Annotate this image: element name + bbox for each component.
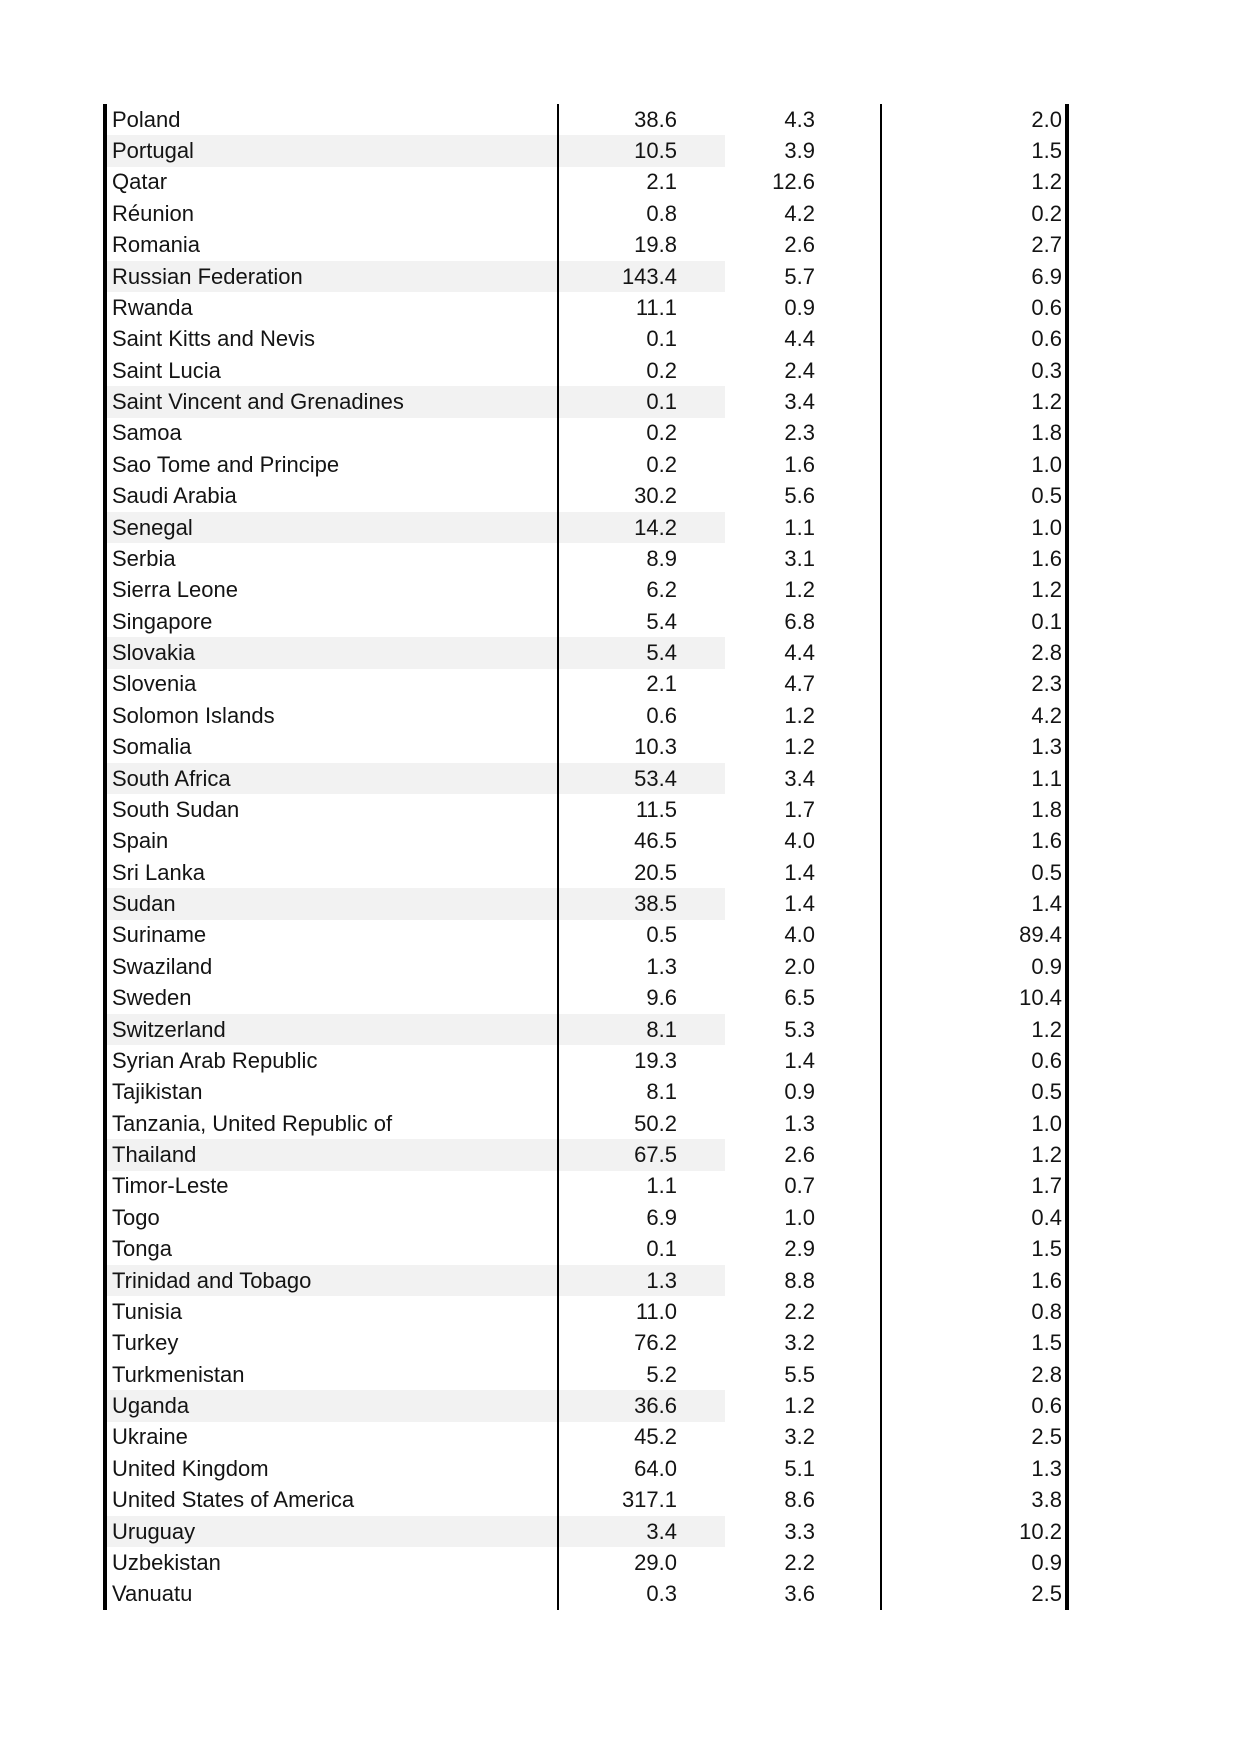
table-row [107,700,1065,731]
country-name-cell: Switzerland [107,1014,559,1045]
value-cell-2: 3.2 [784,1330,815,1356]
value-cell-3: 0.5 [880,1077,1065,1108]
value-cell-1: 64.0 [634,1455,677,1481]
country-name-cell: South Sudan [107,794,559,825]
value-cell-3: 89.4 [880,920,1065,951]
country-name-cell: Senegal [107,512,559,543]
value-cell-1: 6.2 [646,577,677,603]
value-cell-2: 3.1 [784,545,815,571]
value-cell-3: 0.6 [880,292,1065,323]
table-row [107,1485,1065,1516]
value-cell-1: 67.5 [559,1139,725,1170]
value-cell-1: 9.6 [646,985,677,1011]
value-cell-3: 1.3 [880,732,1065,763]
table-row [107,355,1065,386]
country-name-cell: Tajikistan [107,1077,559,1108]
value-cell-1: 1.1 [646,1173,677,1199]
table-row [107,575,1065,606]
value-cell-2: 0.9 [784,294,815,320]
country-name-cell: Tonga [107,1234,559,1265]
value-cell-1: 11.0 [635,1298,677,1324]
table-row [107,1202,1065,1233]
value-cell-3: 1.8 [880,418,1065,449]
value-cell-2: 5.5 [784,1361,815,1387]
value-cell-1: 0.2 [646,451,677,477]
country-name-cell: Slovakia [107,637,559,668]
table-row [107,1579,1065,1610]
table-row [107,920,1065,951]
country-name-cell: South Africa [107,763,559,794]
value-cell-3: 1.2 [880,1139,1065,1170]
value-cell-3: 1.0 [880,512,1065,543]
table-row [107,135,1065,166]
table-row [107,198,1065,229]
value-cell-2: 1.4 [784,859,815,885]
value-cell-3: 1.0 [880,1108,1065,1139]
value-cell-1: 0.1 [646,1236,677,1262]
value-cell-3: 1.1 [880,763,1065,794]
value-cell-3: 0.5 [880,481,1065,512]
value-cell-1: 0.2 [646,357,677,383]
country-name-cell: Russian Federation [107,261,559,292]
value-cell-3: 10.2 [880,1516,1065,1547]
country-name-cell: Sierra Leone [107,575,559,606]
value-cell-1: 38.6 [634,106,677,132]
value-cell-1: 38.5 [559,888,725,919]
value-cell-3: 0.6 [880,1045,1065,1076]
value-cell-1: 5.4 [559,637,725,668]
value-cell-1: 0.8 [646,200,677,226]
value-cell-3: 1.5 [880,135,1065,166]
value-cell-1: 5.2 [646,1361,677,1387]
value-cell-2: 1.2 [784,702,815,728]
value-cell-3: 4.2 [880,700,1065,731]
value-cell-2: 1.2 [784,734,815,760]
value-cell-1: 76.2 [634,1330,677,1356]
value-cell-1: 8.1 [559,1014,725,1045]
value-cell-1: 8.9 [646,545,677,571]
table-row [107,1359,1065,1390]
country-name-cell: Romania [107,230,559,261]
country-name-cell: Slovenia [107,669,559,700]
value-cell-3: 0.5 [880,857,1065,888]
value-cell-1: 1.3 [559,1265,725,1296]
value-cell-1: 0.3 [646,1581,677,1607]
country-name-cell: Turkey [107,1328,559,1359]
value-cell-2: 3.3 [784,1518,815,1544]
value-cell-1: 11.5 [635,796,677,822]
value-cell-1: 3.4 [559,1516,725,1547]
country-name-cell: Samoa [107,418,559,449]
value-cell-3: 0.1 [880,606,1065,637]
country-name-cell: Tunisia [107,1296,559,1327]
value-cell-2: 3.4 [784,765,815,791]
country-name-cell: Thailand [107,1139,559,1170]
table-row [107,669,1065,700]
value-cell-1: 19.8 [634,232,677,258]
value-cell-1: 10.3 [634,734,677,760]
country-name-cell: Sweden [107,983,559,1014]
value-cell-2: 3.6 [784,1581,815,1607]
value-cell-2: 5.7 [784,263,815,289]
country-name-cell: Uganda [107,1390,559,1421]
value-cell-3: 3.8 [880,1485,1065,1516]
value-cell-3: 1.6 [880,826,1065,857]
table-row [107,983,1065,1014]
country-name-cell: Saint Kitts and Nevis [107,324,559,355]
value-cell-3: 1.6 [880,543,1065,574]
table-row [107,292,1065,323]
value-cell-1: 19.3 [634,1047,677,1073]
table-row [107,1296,1065,1327]
value-cell-3: 2.7 [880,230,1065,261]
value-cell-2: 3.4 [784,389,815,415]
table-row [107,230,1065,261]
value-cell-3: 1.2 [880,167,1065,198]
value-cell-1: 10.5 [559,135,725,166]
value-cell-2: 1.2 [784,577,815,603]
country-name-cell: Suriname [107,920,559,951]
country-name-cell: Turkmenistan [107,1359,559,1390]
value-cell-2: 5.3 [784,1016,815,1042]
table-row [107,857,1065,888]
value-cell-1: 14.2 [559,512,725,543]
value-cell-3: 1.7 [880,1171,1065,1202]
value-cell-3: 2.5 [880,1422,1065,1453]
country-name-cell: Somalia [107,732,559,763]
value-cell-2: 4.0 [784,828,815,854]
country-name-cell: Uruguay [107,1516,559,1547]
table-row [107,1077,1065,1108]
value-cell-2: 4.7 [784,671,815,697]
value-cell-1: 317.1 [621,1487,677,1513]
value-cell-3: 0.9 [880,1547,1065,1578]
value-cell-3: 1.2 [880,386,1065,417]
value-cell-3: 2.5 [880,1579,1065,1610]
value-cell-1: 143.4 [559,261,725,292]
value-cell-2: 3.9 [784,138,815,164]
country-name-cell: United Kingdom [107,1453,559,1484]
country-name-cell: Togo [107,1202,559,1233]
value-cell-2: 1.3 [784,1110,815,1136]
value-cell-2: 1.0 [784,1204,815,1230]
value-cell-2: 5.1 [784,1455,815,1481]
value-cell-1: 46.5 [634,828,677,854]
table-row [107,1390,1065,1421]
value-cell-3: 0.8 [880,1296,1065,1327]
table-row [107,167,1065,198]
country-name-cell: Sri Lanka [107,857,559,888]
value-cell-2: 0.7 [784,1173,815,1199]
value-cell-3: 0.6 [880,324,1065,355]
value-cell-3: 1.2 [880,575,1065,606]
table-row [107,763,1065,794]
table-row [107,637,1065,668]
country-name-cell: Rwanda [107,292,559,323]
country-name-cell: Ukraine [107,1422,559,1453]
value-cell-1: 0.6 [646,702,677,728]
table-row [107,386,1065,417]
table-row [107,1422,1065,1453]
value-cell-1: 45.2 [634,1424,677,1450]
table-row [107,826,1065,857]
value-cell-3: 2.8 [880,1359,1065,1390]
country-name-cell: Sudan [107,888,559,919]
country-name-cell: Serbia [107,543,559,574]
table-row [107,104,1065,135]
table-row [107,1234,1065,1265]
table-row [107,1139,1065,1170]
value-cell-2: 2.3 [784,420,815,446]
value-cell-3: 10.4 [880,983,1065,1014]
value-cell-1: 0.1 [646,326,677,352]
table-row [107,1453,1065,1484]
value-cell-2: 6.8 [784,608,815,634]
value-cell-3: 2.0 [880,104,1065,135]
table-row [107,1045,1065,1076]
value-cell-3: 0.4 [880,1202,1065,1233]
value-cell-2: 2.9 [784,1236,815,1262]
value-cell-3: 0.2 [880,198,1065,229]
value-cell-1: 50.2 [634,1110,677,1136]
value-cell-2: 1.4 [784,891,815,917]
value-cell-3: 0.3 [880,355,1065,386]
country-data-table [103,104,1069,1610]
table-row [107,888,1065,919]
table-row [107,1014,1065,1045]
country-name-cell: Saint Lucia [107,355,559,386]
value-cell-3: 6.9 [880,261,1065,292]
value-cell-1: 53.4 [559,763,725,794]
country-name-cell: Saudi Arabia [107,481,559,512]
value-cell-3: 1.0 [880,449,1065,480]
value-cell-2: 1.7 [784,796,815,822]
value-cell-2: 2.6 [784,1142,815,1168]
value-cell-3: 1.2 [880,1014,1065,1045]
value-cell-1: 29.0 [634,1549,677,1575]
table-row [107,1516,1065,1547]
country-name-cell: Singapore [107,606,559,637]
value-cell-2: 4.0 [784,922,815,948]
value-cell-2: 4.4 [784,640,815,666]
value-cell-2: 2.4 [784,357,815,383]
value-cell-1: 2.1 [646,671,677,697]
value-cell-2: 2.2 [784,1298,815,1324]
value-cell-1: 30.2 [634,483,677,509]
value-cell-2: 4.2 [784,200,815,226]
table-row [107,732,1065,763]
country-name-cell: Timor-Leste [107,1171,559,1202]
value-cell-2: 0.9 [784,1079,815,1105]
value-cell-3: 2.3 [880,669,1065,700]
value-cell-2: 12.6 [772,169,815,195]
country-name-cell: Trinidad and Tobago [107,1265,559,1296]
value-cell-3: 2.8 [880,637,1065,668]
table-row [107,449,1065,480]
value-cell-2: 5.6 [784,483,815,509]
value-cell-1: 36.6 [559,1390,725,1421]
value-cell-3: 1.3 [880,1453,1065,1484]
country-name-cell: Sao Tome and Principe [107,449,559,480]
value-cell-1: 0.1 [559,386,725,417]
country-name-cell: United States of America [107,1485,559,1516]
value-cell-1: 8.1 [646,1079,677,1105]
value-cell-1: 2.1 [646,169,677,195]
value-cell-2: 1.1 [784,514,815,540]
value-cell-2: 3.2 [784,1424,815,1450]
value-cell-2: 6.5 [784,985,815,1011]
country-name-cell: Tanzania, United Republic of [107,1108,559,1139]
value-cell-3: 0.9 [880,951,1065,982]
value-cell-3: 1.5 [880,1234,1065,1265]
table-row [107,1108,1065,1139]
country-name-cell: Syrian Arab Republic [107,1045,559,1076]
table-row [107,512,1065,543]
value-cell-3: 1.8 [880,794,1065,825]
table-row [107,261,1065,292]
table-row [107,481,1065,512]
value-cell-1: 0.5 [646,922,677,948]
value-cell-2: 4.3 [784,106,815,132]
value-cell-2: 8.6 [784,1487,815,1513]
table-row [107,543,1065,574]
table-row [107,951,1065,982]
value-cell-2: 1.6 [784,451,815,477]
value-cell-1: 1.3 [646,953,677,979]
table-row [107,1328,1065,1359]
table-row [107,1265,1065,1296]
value-cell-1: 0.2 [646,420,677,446]
value-cell-2: 1.4 [784,1047,815,1073]
value-cell-2: 1.2 [784,1393,815,1419]
table-row [107,324,1065,355]
value-cell-2: 8.8 [784,1267,815,1293]
country-name-cell: Saint Vincent and Grenadines [107,386,559,417]
country-name-cell: Vanuatu [107,1579,559,1610]
value-cell-1: 5.4 [646,608,677,634]
table-row [107,1171,1065,1202]
value-cell-2: 4.4 [784,326,815,352]
value-cell-2: 2.2 [784,1549,815,1575]
value-cell-3: 1.4 [880,888,1065,919]
country-name-cell: Réunion [107,198,559,229]
country-name-cell: Poland [107,104,559,135]
country-name-cell: Qatar [107,167,559,198]
value-cell-3: 1.5 [880,1328,1065,1359]
country-name-cell: Uzbekistan [107,1547,559,1578]
value-cell-2: 2.6 [784,232,815,258]
value-cell-3: 0.6 [880,1390,1065,1421]
value-cell-1: 11.1 [635,294,677,320]
country-name-cell: Spain [107,826,559,857]
table-row [107,1547,1065,1578]
table-row [107,794,1065,825]
value-cell-2: 2.0 [784,953,815,979]
table-row [107,418,1065,449]
country-name-cell: Swaziland [107,951,559,982]
country-name-cell: Solomon Islands [107,700,559,731]
value-cell-3: 1.6 [880,1265,1065,1296]
country-name-cell: Portugal [107,135,559,166]
value-cell-1: 6.9 [646,1204,677,1230]
value-cell-1: 20.5 [634,859,677,885]
table-row [107,606,1065,637]
